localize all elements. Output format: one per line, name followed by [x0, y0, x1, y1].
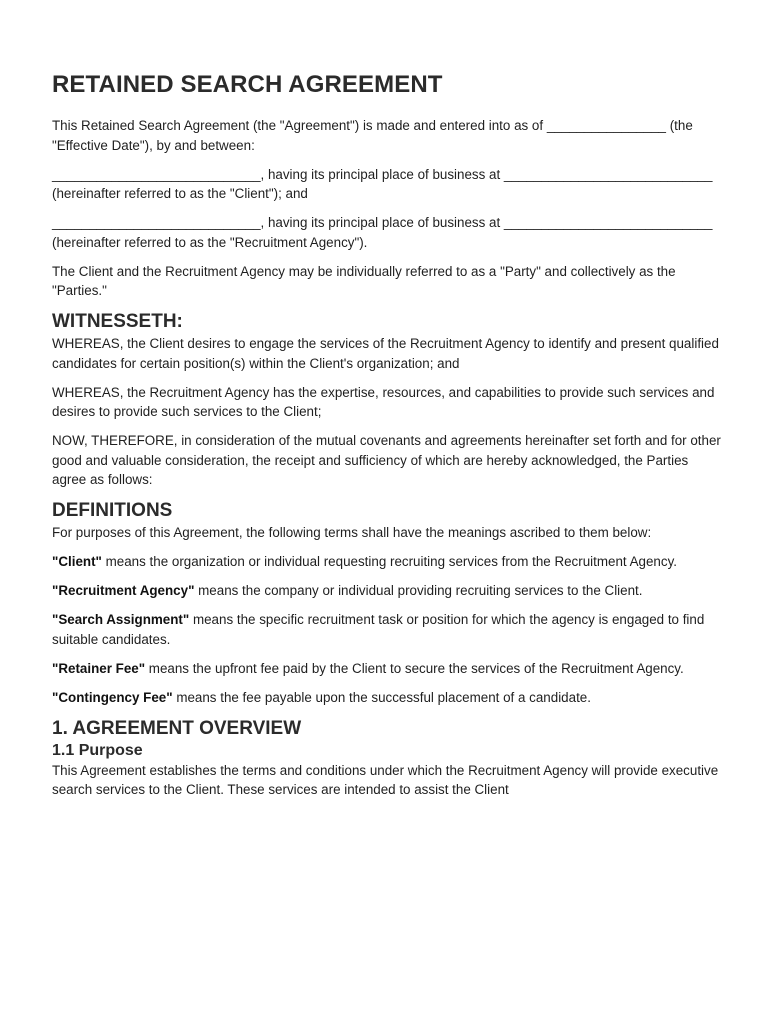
- party-agency-paragraph: ____________________________, having its principal place of business at ____________________________ (hereinafter referred to as the "Recruitment Agency").: [52, 215, 713, 250]
- definitions-intro: For purposes of this Agreement, the following terms shall have the meanings ascribed to them below:: [52, 525, 652, 540]
- definition-term: "Contingency Fee": [52, 689, 173, 705]
- intro-paragraph: This Retained Search Agreement (the "Agreement") is made and entered into as of ________________ (the "Effective Date"), by and between:: [52, 118, 693, 153]
- purpose-subheading: 1.1 Purpose: [52, 741, 143, 759]
- definition-item: [52, 581, 724, 601]
- definition-text: means the specific recruitment task or position for which the agency is engaged to find suitable candidates.: [52, 612, 705, 647]
- definition-term: "Client": [52, 554, 102, 569]
- purpose-paragraph: This Agreement establishes the terms and conditions under which the Recruitment Agency will provide executive search services to the Client. These services are intended to assist the Client: [52, 762, 719, 797]
- definition-item: [52, 688, 724, 708]
- definition-term: "Search Assignment": [52, 612, 190, 627]
- agreement-overview-heading: 1. AGREEMENT OVERVIEW: [52, 717, 302, 739]
- party-client-paragraph: ____________________________, having its principal place of business at ____________________________ (hereinafter referred to as the "Client"); and: [52, 166, 713, 201]
- definition-text: means the organization or individual requesting recruiting services from the Recruitment Agency.: [101, 554, 677, 569]
- now-therefore-paragraph: NOW, THEREFORE, in consideration of the mutual covenants and agreements hereinafter set forth and for other good and valuable consideration, the receipt and sufficiency of which are hereby acknowledged, the Parties agree as follows:: [52, 433, 721, 487]
- parties-paragraph: The Client and the Recruitment Agency may be individually referred to as a "Party" and collectively as the "Parties.": [52, 263, 676, 298]
- definition-text: means the fee payable upon the successful placement of a candidate.: [172, 689, 591, 705]
- definition-item: [52, 610, 724, 649]
- whereas-paragraph-1: WHEREAS, the Client desires to engage the services of the Recruitment Agency to identify and present qualified candidates for certain position(s) within the Client's organization; and: [52, 336, 719, 371]
- definition-item: [52, 659, 724, 679]
- document-page: [52, 70, 724, 809]
- definition-item: [52, 552, 724, 572]
- document-title: RETAINED SEARCH AGREEMENT: [52, 71, 443, 98]
- whereas-paragraph-2: WHEREAS, the Recruitment Agency has the expertise, resources, and capabilities to provide such services and desires to provide such services to the Client;: [52, 384, 715, 419]
- definition-text: means the upfront fee paid by the Client to secure the services of the Recruitment Agency.: [145, 660, 684, 676]
- definition-term: "Retainer Fee": [52, 660, 146, 676]
- witnesseth-heading: WITNESSETH:: [52, 311, 183, 332]
- definition-term: "Recruitment Agency": [52, 583, 195, 598]
- definition-text: means the company or individual providing recruiting services to the Client.: [194, 583, 643, 598]
- definitions-heading: DEFINITIONS: [52, 500, 173, 521]
